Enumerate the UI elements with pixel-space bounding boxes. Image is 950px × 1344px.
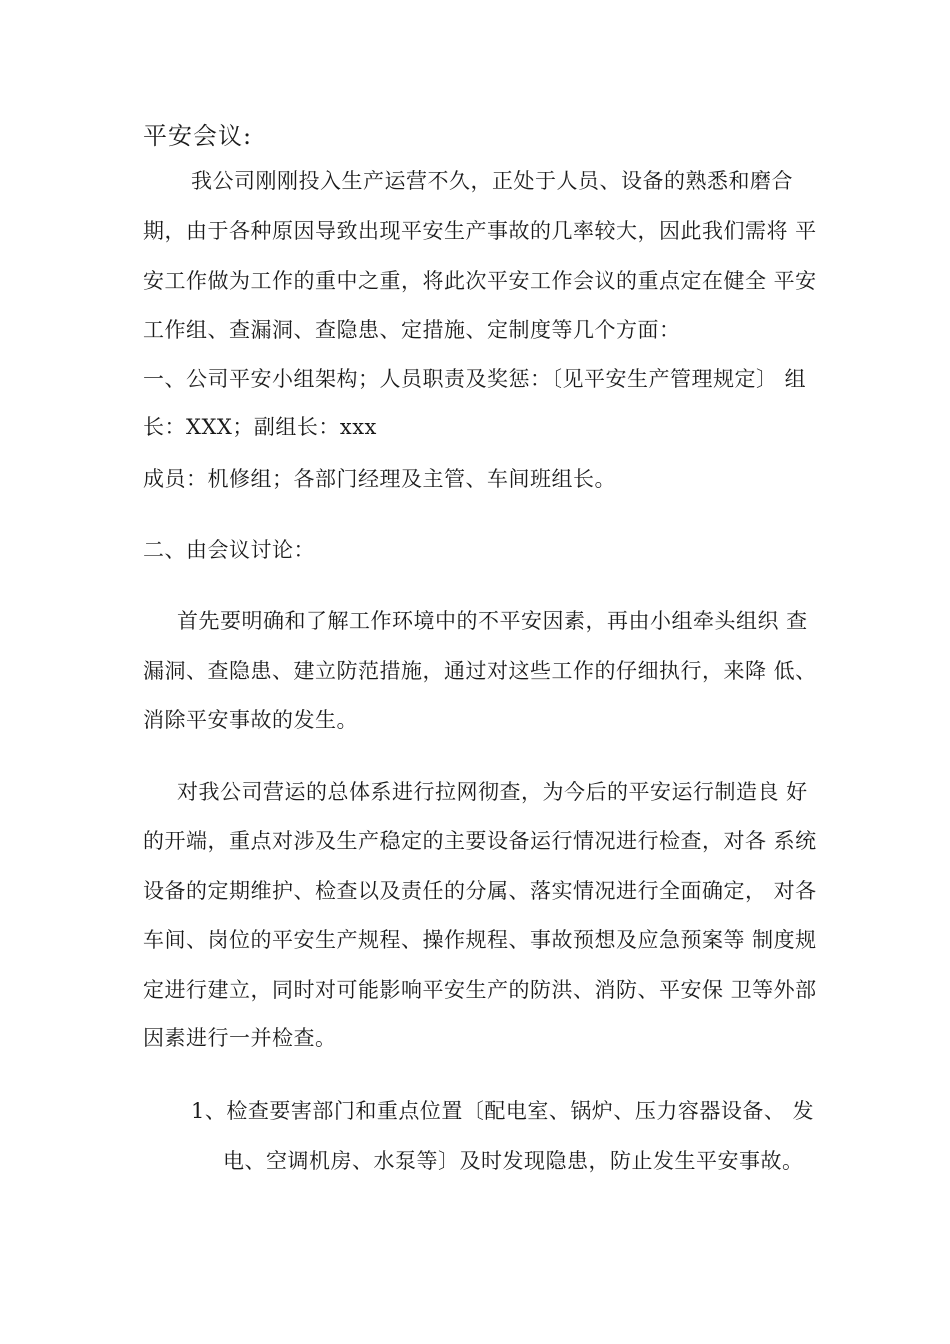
members-line: 成员：机修组；各部门经理及主管、车间班组长。 bbox=[143, 467, 616, 491]
para2-line-3: 消除平安事故的发生。 bbox=[143, 708, 358, 732]
para3-line-3: 设备的定期维护、检查以及责任的分属、落实情况进行全面确定， 对各 bbox=[143, 879, 817, 903]
para3-line-4: 车间、岗位的平安生产规程、操作规程、事故预想及应急预案等 制度规 bbox=[143, 928, 817, 952]
para3-line-6: 因素进行一并检查。 bbox=[143, 1026, 337, 1050]
section1-line-1: 一、公司平安小组架构；人员职责及奖惩：〔见平安生产管理规定〕 组 bbox=[143, 367, 807, 391]
para2-line-2: 漏洞、查隐患、建立防范措施，通过对这些工作的仔细执行，来降 低、 bbox=[143, 659, 817, 683]
para1-line-3: 安工作做为工作的重中之重，将此次平安工作会议的重点定在健全 平安 bbox=[143, 269, 817, 293]
para3-line-1: 对我公司营运的总体系进行拉网彻查，为今后的平安运行制造良 好 bbox=[177, 780, 808, 804]
para3-line-2: 的开端，重点对涉及生产稳定的主要设备运行情况进行检查，对各 系统 bbox=[143, 829, 817, 853]
para2-line-1: 首先要明确和了解工作环境中的不平安因素，再由小组牵头组织 查 bbox=[177, 609, 808, 633]
section2-heading: 二、由会议讨论： bbox=[143, 538, 315, 562]
document-title: 平安会议: bbox=[143, 122, 253, 150]
para1-line-1: 我公司刚刚投入生产运营不久，正处于人员、设备的熟悉和磨合 bbox=[191, 169, 793, 193]
item1-line-1: 1、检查要害部门和重点位置〔配电室、锅炉、压力容器设备、 发 bbox=[191, 1099, 815, 1123]
item1-line-2: 电、空调机房、水泵等〕及时发现隐患，防止发生平安事故。 bbox=[223, 1149, 804, 1173]
para3-line-5: 定进行建立，同时对可能影响平安生产的防洪、消防、平安保 卫等外部 bbox=[143, 978, 817, 1002]
para1-line-4: 工作组、查漏洞、查隐患、定措施、定制度等几个方面： bbox=[143, 318, 681, 342]
para1-line-2: 期，由于各种原因导致出现平安生产事故的几率较大，因此我们需将 平 bbox=[143, 219, 817, 243]
section1-line-2: 长：XXX；副组长：xxx bbox=[143, 415, 377, 439]
